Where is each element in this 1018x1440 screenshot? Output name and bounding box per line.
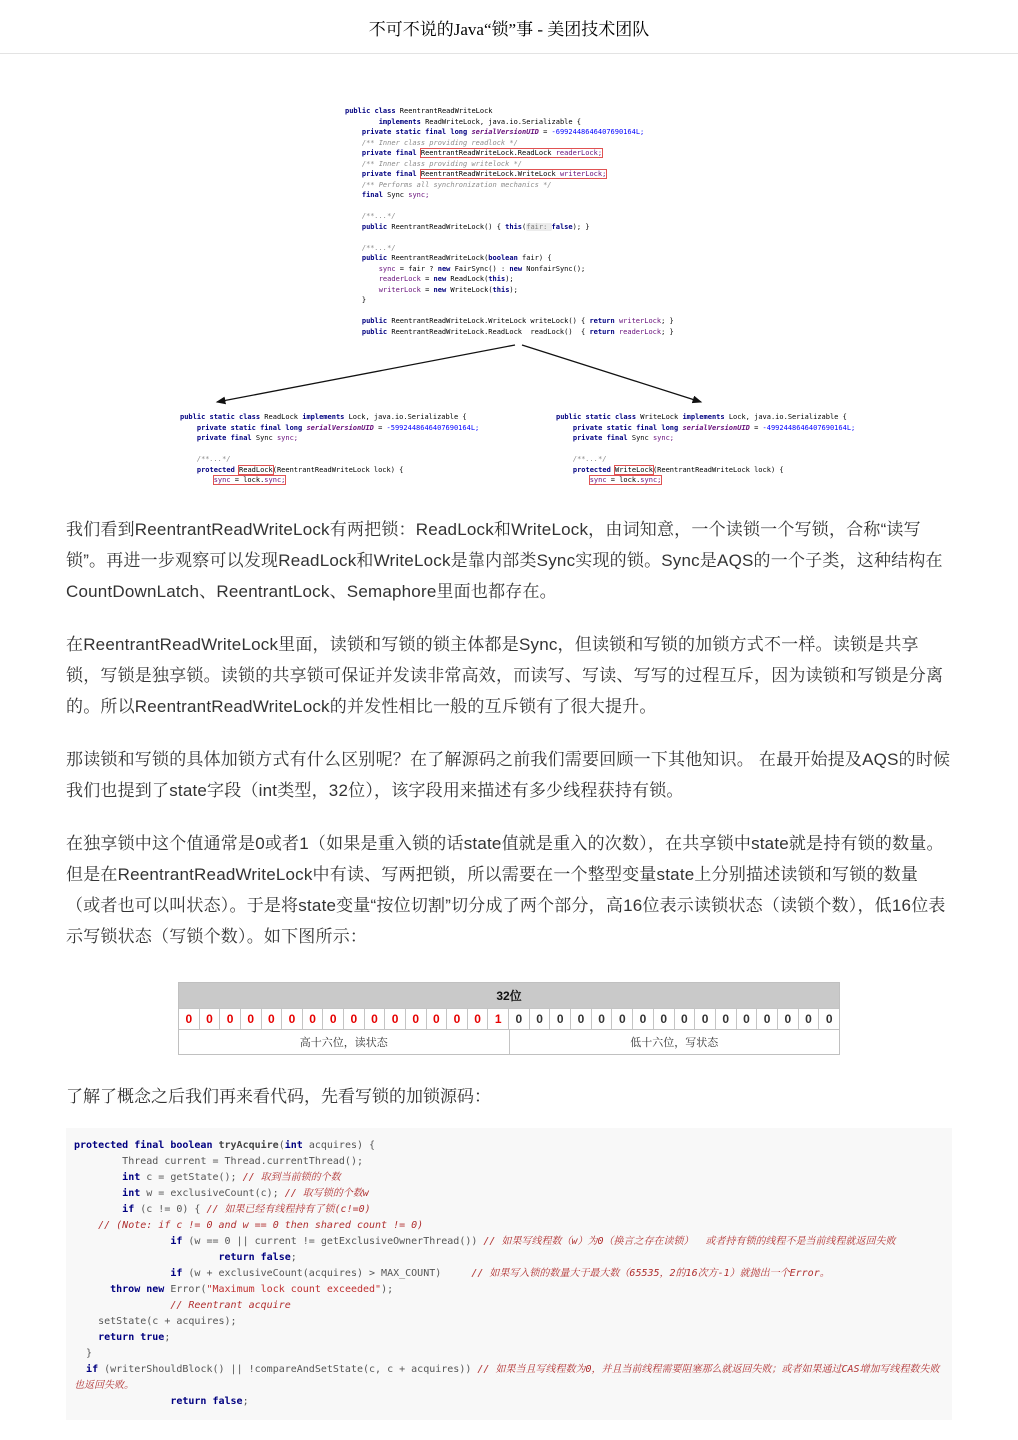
code-token: if xyxy=(170,1268,183,1279)
code-line xyxy=(556,433,855,444)
code-token: sync; xyxy=(640,476,662,484)
bit-cell: 0 xyxy=(365,1009,386,1029)
code-token: (ReentrantReadWriteLock lock) { xyxy=(272,465,404,474)
code-line xyxy=(74,1138,944,1154)
code-token: return true xyxy=(98,1332,165,1343)
code-token: Thread current = Thread.currentThread(); xyxy=(74,1156,363,1167)
code-token: (ReentrantReadWriteLock lock) { xyxy=(652,465,784,474)
code-token xyxy=(74,1172,122,1183)
bit-cell: 0 xyxy=(427,1009,448,1029)
code-token: readerLock xyxy=(378,275,421,283)
code-token: = xyxy=(749,423,763,432)
bit-cell: 0 xyxy=(612,1009,633,1029)
code-line xyxy=(345,243,674,254)
code-token xyxy=(74,1268,170,1279)
code-token: ; xyxy=(164,1332,171,1343)
bit-cell: 0 xyxy=(737,1009,758,1029)
bit-cell: 0 xyxy=(675,1009,696,1029)
code-token: (c != 0) { xyxy=(134,1204,207,1215)
code-line xyxy=(74,1314,944,1330)
code-token: = lock. xyxy=(230,476,265,484)
code-token: Lock, java.io.Serializable { xyxy=(348,413,467,421)
code-line xyxy=(345,274,674,285)
code-token: private final xyxy=(556,434,632,442)
code-token: } xyxy=(74,1348,93,1359)
bit-cell: 0 xyxy=(819,1009,839,1029)
bit-cell: 0 xyxy=(468,1009,489,1029)
bit-labels-row xyxy=(179,1029,839,1054)
code-token: private final xyxy=(345,149,421,157)
code-token: Error( xyxy=(170,1284,207,1295)
code-token: false xyxy=(551,222,573,231)
code-token: private final xyxy=(345,170,421,178)
code-line xyxy=(345,327,674,338)
code-token: } xyxy=(345,296,367,304)
code-block-writelock xyxy=(556,412,855,486)
code-token: c = getState(); xyxy=(140,1172,243,1183)
code-token xyxy=(74,1332,98,1343)
code-token: private static final long xyxy=(345,128,472,136)
bit-table-header: 32位 xyxy=(179,983,839,1008)
code-line xyxy=(345,169,674,180)
code-token: serialVersionUID xyxy=(306,423,374,432)
code-line xyxy=(74,1202,944,1218)
code-token xyxy=(74,1364,86,1375)
code-token: ReadLock( xyxy=(450,275,489,283)
code-token: return false xyxy=(170,1396,243,1407)
code-token: ReentrantReadWriteLock.WriteLock xyxy=(420,170,560,178)
code-token: ; xyxy=(290,1252,297,1263)
bit-cell: 0 xyxy=(179,1009,200,1029)
code-token: boolean xyxy=(488,254,518,262)
bit-cell: 0 xyxy=(778,1009,799,1029)
code-intro-text: 了解了概念之后我们再来看代码，先看写锁的加锁源码： xyxy=(66,1087,491,1106)
code-line xyxy=(556,444,855,455)
code-token: private static final long xyxy=(556,423,683,432)
red-highlight-box xyxy=(239,466,273,474)
code-token: // 取到当前锁的个数 xyxy=(242,1172,341,1183)
code-token: this xyxy=(488,275,506,283)
code-line xyxy=(345,148,674,159)
code-token: return xyxy=(589,327,619,336)
code-block-readlock xyxy=(180,412,479,486)
code-line xyxy=(345,106,674,117)
code-token: public xyxy=(345,327,392,336)
code-line xyxy=(345,264,674,275)
code-line xyxy=(74,1170,944,1186)
code-token: WriteLock( xyxy=(450,285,493,294)
code-line xyxy=(180,444,479,455)
code-token xyxy=(74,1252,219,1263)
bit-cell: 0 xyxy=(344,1009,365,1029)
code-token: public xyxy=(345,317,392,325)
code-line xyxy=(345,201,674,212)
code-token: public static class xyxy=(180,413,265,421)
code-line xyxy=(180,433,479,444)
code-token: ; xyxy=(242,1396,249,1407)
red-highlight-box xyxy=(421,149,602,157)
code-token: // 如果已经有线程持有了锁(c!=0) xyxy=(206,1204,371,1215)
state-bit-table xyxy=(178,982,840,1055)
code-line xyxy=(345,159,674,170)
code-token: protected final boolean xyxy=(74,1140,219,1151)
code-token: serialVersionUID xyxy=(682,423,750,432)
code-token xyxy=(74,1284,110,1295)
code-token xyxy=(345,286,379,294)
code-token: this xyxy=(505,222,523,231)
code-line xyxy=(74,1330,944,1346)
red-highlight-box xyxy=(615,466,653,474)
code-token: new xyxy=(437,264,455,273)
code-token: ; } xyxy=(661,317,674,325)
high-bits-label: 高十六位，读状态 xyxy=(179,1030,509,1054)
code-token xyxy=(180,476,214,484)
code-line xyxy=(74,1282,944,1298)
code-token: (w + exclusiveCount(acquires) > MAX_COUNT) xyxy=(182,1268,472,1279)
code-line xyxy=(180,465,479,476)
code-token: Sync xyxy=(255,434,277,442)
code-line xyxy=(345,316,674,327)
code-line xyxy=(180,475,479,486)
article-paragraphs xyxy=(66,514,952,952)
code-token: Lock, java.io.Serializable { xyxy=(728,413,847,421)
code-token: ; } xyxy=(661,327,674,336)
code-token: /** Inner class providing readlock */ xyxy=(345,138,518,147)
code-token: new xyxy=(433,285,451,294)
bit-cell: 0 xyxy=(262,1009,283,1029)
code-token: acquires) { xyxy=(302,1140,376,1151)
code-line xyxy=(556,454,855,465)
code-token: ( xyxy=(522,222,527,231)
bit-cell: 0 xyxy=(633,1009,654,1029)
code-token: (writerShouldBlock() || !compareAndSetState(c, c + acquires)) xyxy=(98,1364,478,1375)
code-token: (w == 0 || current != getExclusiveOwnerThread()) xyxy=(182,1236,484,1247)
code-line xyxy=(345,306,674,317)
bit-cell: 0 xyxy=(323,1009,344,1029)
code-block-reentrantreadwritelock xyxy=(345,106,674,337)
code-token: WriteLock xyxy=(615,465,653,474)
code-token: -4992448646407690164L; xyxy=(762,423,856,432)
bit-cell: 0 xyxy=(799,1009,820,1029)
code-line xyxy=(74,1186,944,1202)
code-token: implements xyxy=(682,413,729,421)
code-token: // 如果写线程数（w）为0（换言之存在读锁） 或者持有锁的线程不是当前线程就返回失败 xyxy=(483,1236,896,1247)
code-token: tryAcquire xyxy=(218,1140,279,1151)
code-token: = xyxy=(373,423,387,432)
bit-cell: 0 xyxy=(406,1009,427,1029)
code-token: ); xyxy=(381,1284,394,1295)
code-line xyxy=(345,138,674,149)
code-token: setState(c + acquires); xyxy=(74,1316,237,1327)
tryacquire-source-block xyxy=(66,1128,952,1420)
code-line xyxy=(345,117,674,128)
code-token: ); xyxy=(509,285,518,294)
code-token: return xyxy=(589,317,619,325)
red-highlight-box xyxy=(214,476,286,484)
code-token: ); xyxy=(505,275,514,283)
code-token: /**...*/ xyxy=(345,243,396,252)
code-token: -5992448646407690164L; xyxy=(386,423,480,432)
code-token xyxy=(74,1204,122,1215)
code-token xyxy=(74,1236,170,1247)
code-token: /**...*/ xyxy=(556,455,607,463)
code-token: protected xyxy=(556,465,616,474)
code-line xyxy=(345,190,674,201)
code-token: sync; xyxy=(652,434,675,442)
code-line xyxy=(180,423,479,434)
code-token: /**...*/ xyxy=(345,212,396,220)
paragraph: 那读锁和写锁的具体加锁方式有什么区别呢？在了解源码之前我们需要回顾一下其他知识。 在最开始提及AQS的时候我们也提到了state字段（int类型，32位），该字段用来描述有多少线程获持有锁。 xyxy=(66,750,951,800)
bit-cell: 0 xyxy=(757,1009,778,1029)
bit-cell: 0 xyxy=(571,1009,592,1029)
red-highlight-box xyxy=(590,476,662,484)
low-bits xyxy=(509,1009,839,1029)
code-token: private final xyxy=(180,434,256,442)
code-token xyxy=(74,1188,122,1199)
paragraph: 在ReentrantReadWriteLock里面，读锁和写锁的锁主体都是Sync，但读锁和写锁的加锁方式不一样。读锁是共享锁，写锁是独享锁。读锁的共享锁可保证并发读非常高效，而读写、写读、写写的过程互斥，因为读锁和写锁是分离的。所以ReentrantReadWriteLock的并发性相比一般的互斥锁有了很大提升。 xyxy=(66,635,944,716)
code-token: NonfairSync(); xyxy=(526,264,586,273)
code-token: int xyxy=(122,1188,141,1199)
bit-cell: 0 xyxy=(200,1009,221,1029)
code-token: readerLock; xyxy=(555,149,603,157)
code-token: public class xyxy=(345,107,400,115)
code-line xyxy=(74,1394,944,1410)
code-token: "Maximum lock count exceeded" xyxy=(206,1284,382,1295)
code-token: implements xyxy=(302,413,349,421)
code-token: protected xyxy=(180,465,240,474)
code-token: ReentrantReadWriteLock.ReadLock readLock() { xyxy=(391,327,590,336)
paragraph: 在独享锁中这个值通常是0或者1（如果是重入锁的话state值就是重入的次数），在共享锁中state就是持有锁的数量。但是在ReentrantReadWriteLock中有读、写两把锁，所以需要在一个整型变量state上分别描述读锁和写锁的数量（或者也可以叫状态）。于是将state变量“按位切割”切分成了两个部分，高16位表示读锁状态（读锁个数），低16位表示写锁状态（写锁个数）。如下图所示： xyxy=(66,834,946,946)
code-token: ReentrantReadWriteLock.ReadLock xyxy=(420,149,556,157)
code-token: // Reentrant acquire xyxy=(170,1300,291,1311)
code-token: writerLock xyxy=(378,285,421,294)
code-token: // 如果写入锁的数量大于最大数（65535，2的16次方-1）就抛出一个Error。 xyxy=(471,1268,830,1279)
code-token: = xyxy=(420,285,434,294)
code-line xyxy=(74,1250,944,1266)
code-token: public static class xyxy=(556,413,641,421)
code-token: FairSync() : xyxy=(454,264,510,273)
code-token: return false xyxy=(218,1252,291,1263)
code-token: ); } xyxy=(572,222,590,231)
code-token xyxy=(74,1396,170,1407)
code-token: new xyxy=(433,275,451,283)
code-token: // 如果当且写线程数为0，并且当前线程需要阻塞那么就返回失败；或者如果通过CAS增加写线程数失败也返回失败。 xyxy=(74,1364,940,1391)
bit-cell: 0 xyxy=(220,1009,241,1029)
code-token: /** Performs all synchronization mechanics */ xyxy=(345,180,552,189)
code-token: writerLock xyxy=(618,317,662,325)
code-token: int xyxy=(122,1172,141,1183)
code-line xyxy=(74,1266,944,1282)
code-token: fair) { xyxy=(517,254,552,262)
code-token: = lock. xyxy=(606,476,641,484)
red-highlight-box xyxy=(421,170,606,178)
code-token: sync xyxy=(378,264,396,273)
code-token: ReadLock xyxy=(239,465,273,474)
code-token: ReadLock xyxy=(264,413,303,421)
code-line xyxy=(74,1346,944,1362)
code-token: final xyxy=(345,191,388,199)
code-token: w = exclusiveCount(c); xyxy=(140,1188,285,1199)
code-token xyxy=(74,1300,170,1311)
code-token: readerLock xyxy=(618,327,662,336)
code-token: ( xyxy=(278,1140,285,1151)
code-token: if xyxy=(170,1236,183,1247)
code-line xyxy=(345,180,674,191)
article-content xyxy=(66,106,952,1420)
arrow-to-writelock xyxy=(522,345,701,402)
code-token: ReadWriteLock, java.io.Serializable { xyxy=(425,117,582,126)
code-token: new xyxy=(509,264,527,273)
bit-row xyxy=(179,1008,839,1029)
bit-cell: 0 xyxy=(716,1009,737,1029)
code-line xyxy=(345,127,674,138)
code-token: writerLock; xyxy=(559,170,607,178)
bit-cell: 0 xyxy=(241,1009,262,1029)
code-line xyxy=(556,423,855,434)
code-line xyxy=(74,1298,944,1314)
code-token xyxy=(74,1220,98,1231)
code-token: throw new xyxy=(110,1284,171,1295)
bit-cell: 0 xyxy=(654,1009,675,1029)
code-token: ReentrantReadWriteLock() { xyxy=(391,222,506,231)
code-token: ReentrantReadWriteLock( xyxy=(391,254,489,262)
code-token: implements xyxy=(345,117,426,126)
code-line xyxy=(74,1218,944,1234)
code-line xyxy=(74,1234,944,1250)
code-token: if xyxy=(122,1204,135,1215)
code-token: public xyxy=(345,222,392,231)
bit-cell: 0 xyxy=(592,1009,613,1029)
code-token xyxy=(345,265,379,273)
arrow-to-readlock xyxy=(217,345,515,402)
code-token: sync; xyxy=(264,476,286,484)
code-line xyxy=(556,412,855,423)
code-token xyxy=(345,275,379,283)
code-token: /**...*/ xyxy=(180,455,231,463)
code-token xyxy=(556,476,590,484)
code-token: serialVersionUID xyxy=(471,128,539,136)
code-token: public xyxy=(345,254,392,262)
code-token: sync xyxy=(213,476,231,484)
low-bits-label: 低十六位，写状态 xyxy=(509,1030,840,1054)
page-title: 不可不说的Java“锁”事 - 美团技术团队 xyxy=(0,0,1018,54)
code-line xyxy=(345,222,674,233)
code-line xyxy=(556,475,855,486)
high-bits xyxy=(179,1009,509,1029)
bit-cell: 0 xyxy=(282,1009,303,1029)
code-token: ReentrantReadWriteLock.WriteLock writeLock() { xyxy=(391,317,590,325)
code-token: sync xyxy=(589,476,607,484)
bit-cell: 0 xyxy=(385,1009,406,1029)
code-token: = xyxy=(420,275,434,283)
code-token: Sync xyxy=(631,434,653,442)
bit-cell: 0 xyxy=(303,1009,324,1029)
code-token: // (Note: if c != 0 and w == 0 then shared count != 0) xyxy=(98,1220,424,1231)
code-line xyxy=(345,232,674,243)
code-token: this xyxy=(492,285,510,294)
code-token: /** Inner class providing writelock */ xyxy=(345,159,523,168)
code-token: WriteLock xyxy=(640,413,683,421)
bit-cell: 0 xyxy=(550,1009,571,1029)
code-token: fair: xyxy=(526,222,552,231)
paragraph: 我们看到ReentrantReadWriteLock有两把锁：ReadLock和WriteLock，由词知意，一个读锁一个写锁，合称“读写锁”。再进一步观察可以发现ReadLock和WriteLock是靠内部类Sync实现的锁。Sync是AQS的一个子类，这种结构在CountDownLatch、ReentrantLock、Semaphore里面也都存在。 xyxy=(66,520,943,601)
bit-cell: 0 xyxy=(447,1009,468,1029)
code-token: // 取写锁的个数w xyxy=(284,1188,369,1199)
code-line xyxy=(74,1154,944,1170)
code-line xyxy=(345,253,674,264)
code-line xyxy=(345,285,674,296)
code-token: sync; xyxy=(408,191,430,199)
bit-cell: 1 xyxy=(488,1009,509,1029)
code-line xyxy=(180,412,479,423)
code-token: = xyxy=(538,128,552,136)
code-token: -6992448646407690164L; xyxy=(551,128,645,136)
code-token: = fair ? xyxy=(395,264,438,273)
code-figure xyxy=(66,106,952,498)
code-line xyxy=(345,211,674,222)
code-token: ReentrantReadWriteLock xyxy=(399,107,493,115)
code-line xyxy=(180,454,479,465)
bit-cell: 0 xyxy=(530,1009,551,1029)
code-token: if xyxy=(86,1364,99,1375)
bit-cell: 0 xyxy=(509,1009,530,1029)
code-token: int xyxy=(284,1140,303,1151)
code-line xyxy=(345,295,674,306)
bit-cell: 0 xyxy=(695,1009,716,1029)
code-token: Sync xyxy=(387,191,409,199)
code-line xyxy=(556,465,855,476)
code-line xyxy=(74,1362,944,1394)
code-token: private static final long xyxy=(180,423,307,432)
code-token: sync; xyxy=(276,434,299,442)
